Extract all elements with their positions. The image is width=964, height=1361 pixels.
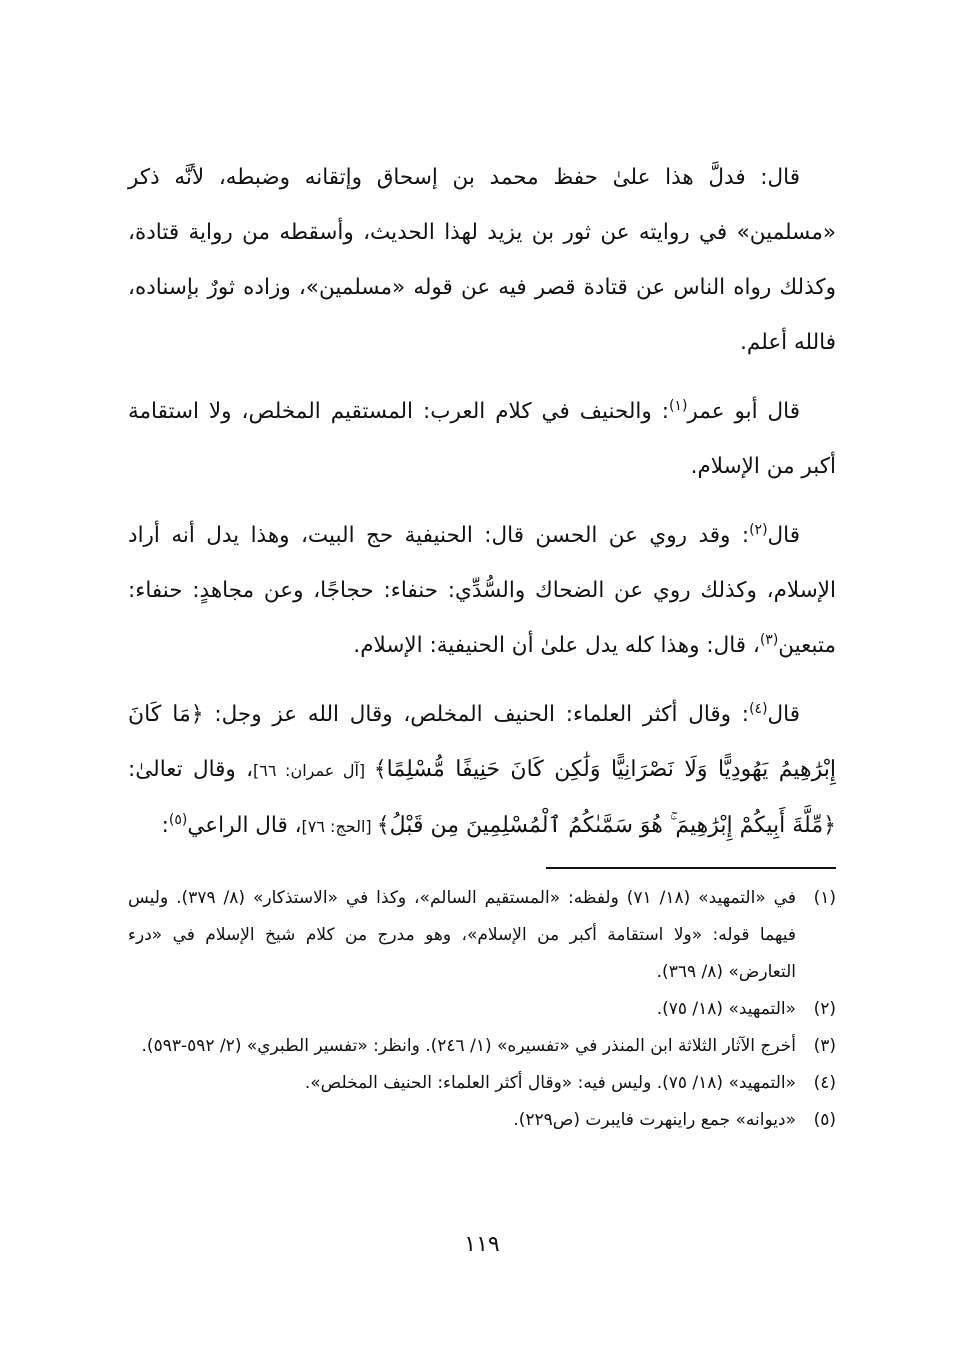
paragraph-text: قال: فدلَّ هذا علىٰ حفظ محمد بن إسحاق وإتقانه وضبطه، لأنَّه ذكر «مسلمين» في روايته عن ثور بن يزيد لهذا الحديث، وأسقطه من رواية قتادة، وكذلك رواه الناس عن قتادة قصر فيه عن قوله «مسلمين»، وزاده ثورٌ بإسناده، فالله أعلم. — [128, 165, 836, 355]
footnote-number: (١) — [813, 888, 836, 908]
footnote-reference[interactable]: (٢) — [749, 521, 768, 538]
paragraph-text: ، وقال تعالىٰ: — [128, 757, 254, 782]
footnote-reference[interactable]: (١) — [668, 397, 688, 414]
footnote-text: في «التمهيد» (١٨/ ٧١) ولفظه: «المستقيم السالم»، وكذا في «الاستذكار» (٨/ ٣٧٩). وليس فيهما قوله: «ولا استقامة أكبر من الإسلام»، وهو مدرج من كلام شيخ الإسلام في «درء التعارض» (٨/ ٣٦٩). — [128, 888, 796, 982]
footnotes — [128, 880, 836, 1139]
paragraph — [128, 150, 836, 370]
footnote-separator — [546, 867, 836, 869]
footnote-text: أخرج الآثار الثلاثة ابن المنذر في «تفسيره» (١/ ٢٤٦). وانظر: «تفسير الطبري» (٢/ ٥٩٢-٥٩٣). — [141, 1036, 796, 1056]
paragraph-text: قال — [767, 702, 800, 727]
footnote-text: «التمهيد» (١٨/ ٧٥). — [656, 999, 796, 1019]
footnote — [128, 880, 836, 991]
main-text — [128, 150, 836, 868]
footnote-number: (٤) — [813, 1073, 836, 1093]
footnote — [128, 1028, 836, 1065]
paragraph-text: ، قال الراعي — [187, 813, 302, 838]
page-number: ١١٩ — [464, 1232, 500, 1257]
footnote-number: (٢) — [813, 999, 836, 1019]
paragraph-text: : وقد روي عن الحسن قال: الحنيفية حج البيت، وهذا يدل أنه أراد الإسلام، وكذلك روي عن الضحاك والسُّدِّي: حنفاء: حجاجًا، وعن مجاهدٍ: حنفاء: متبعين — [128, 523, 836, 658]
paragraph-text: : والحنيف في كلام العرب: المستقيم المخلص، ولا استقامة أكبر من الإسلام. — [128, 399, 836, 479]
paragraph-text: قال — [767, 523, 800, 548]
footnote-number: (٣) — [813, 1036, 836, 1056]
paragraph — [128, 508, 836, 673]
footnote-text: «التمهيد» (١٨/ ٧٥). وليس فيه: «وقال أكثر العلماء: الحنيف المخلص». — [304, 1073, 796, 1093]
footnote — [128, 1102, 836, 1139]
verse-reference: [آل عمران: ٦٦] — [253, 761, 374, 780]
paragraph — [128, 687, 836, 854]
paragraph — [128, 384, 836, 494]
verse-reference: [الحج: ٧٦] — [301, 817, 377, 836]
footnote-reference[interactable]: (٤) — [749, 700, 768, 717]
paragraph-text: قال أبو عمر — [687, 399, 800, 424]
footnote-reference[interactable]: (٣) — [759, 631, 779, 648]
paragraph-text: : وقال أكثر العلماء: الحنيف المخلص، وقال الله عز وجل: — [203, 702, 750, 727]
footnote — [128, 991, 836, 1028]
footnote-text: «ديوانه» جمع راينهرت فايبرت (ص٢٢٩). — [513, 1110, 796, 1130]
quran-verse: ﴿مَا كَانَ إِبْرَٰهِيمُ يَهُودِيًّا وَلَا نَصْرَانِيًّا وَلَٰكِن كَانَ حَنِيفًا مُّسْلِمًا﴾ — [128, 702, 837, 782]
footnote — [128, 1065, 836, 1102]
footnote-number: (٥) — [813, 1110, 836, 1130]
paragraph-text: : — [161, 813, 169, 838]
paragraph-text: ، قال: وهذا كله يدل علىٰ أن الحنيفية: الإسلام. — [353, 633, 760, 658]
quran-verse: ﴿مِّلَّةَ أَبِيكُمْ إِبْرَٰهِيمَ ۚ هُوَ سَمَّىٰكُمُ ٱلْمُسْلِمِينَ مِن قَبْلُ﴾ — [376, 813, 836, 838]
footnote-reference[interactable]: (٥) — [168, 811, 188, 828]
